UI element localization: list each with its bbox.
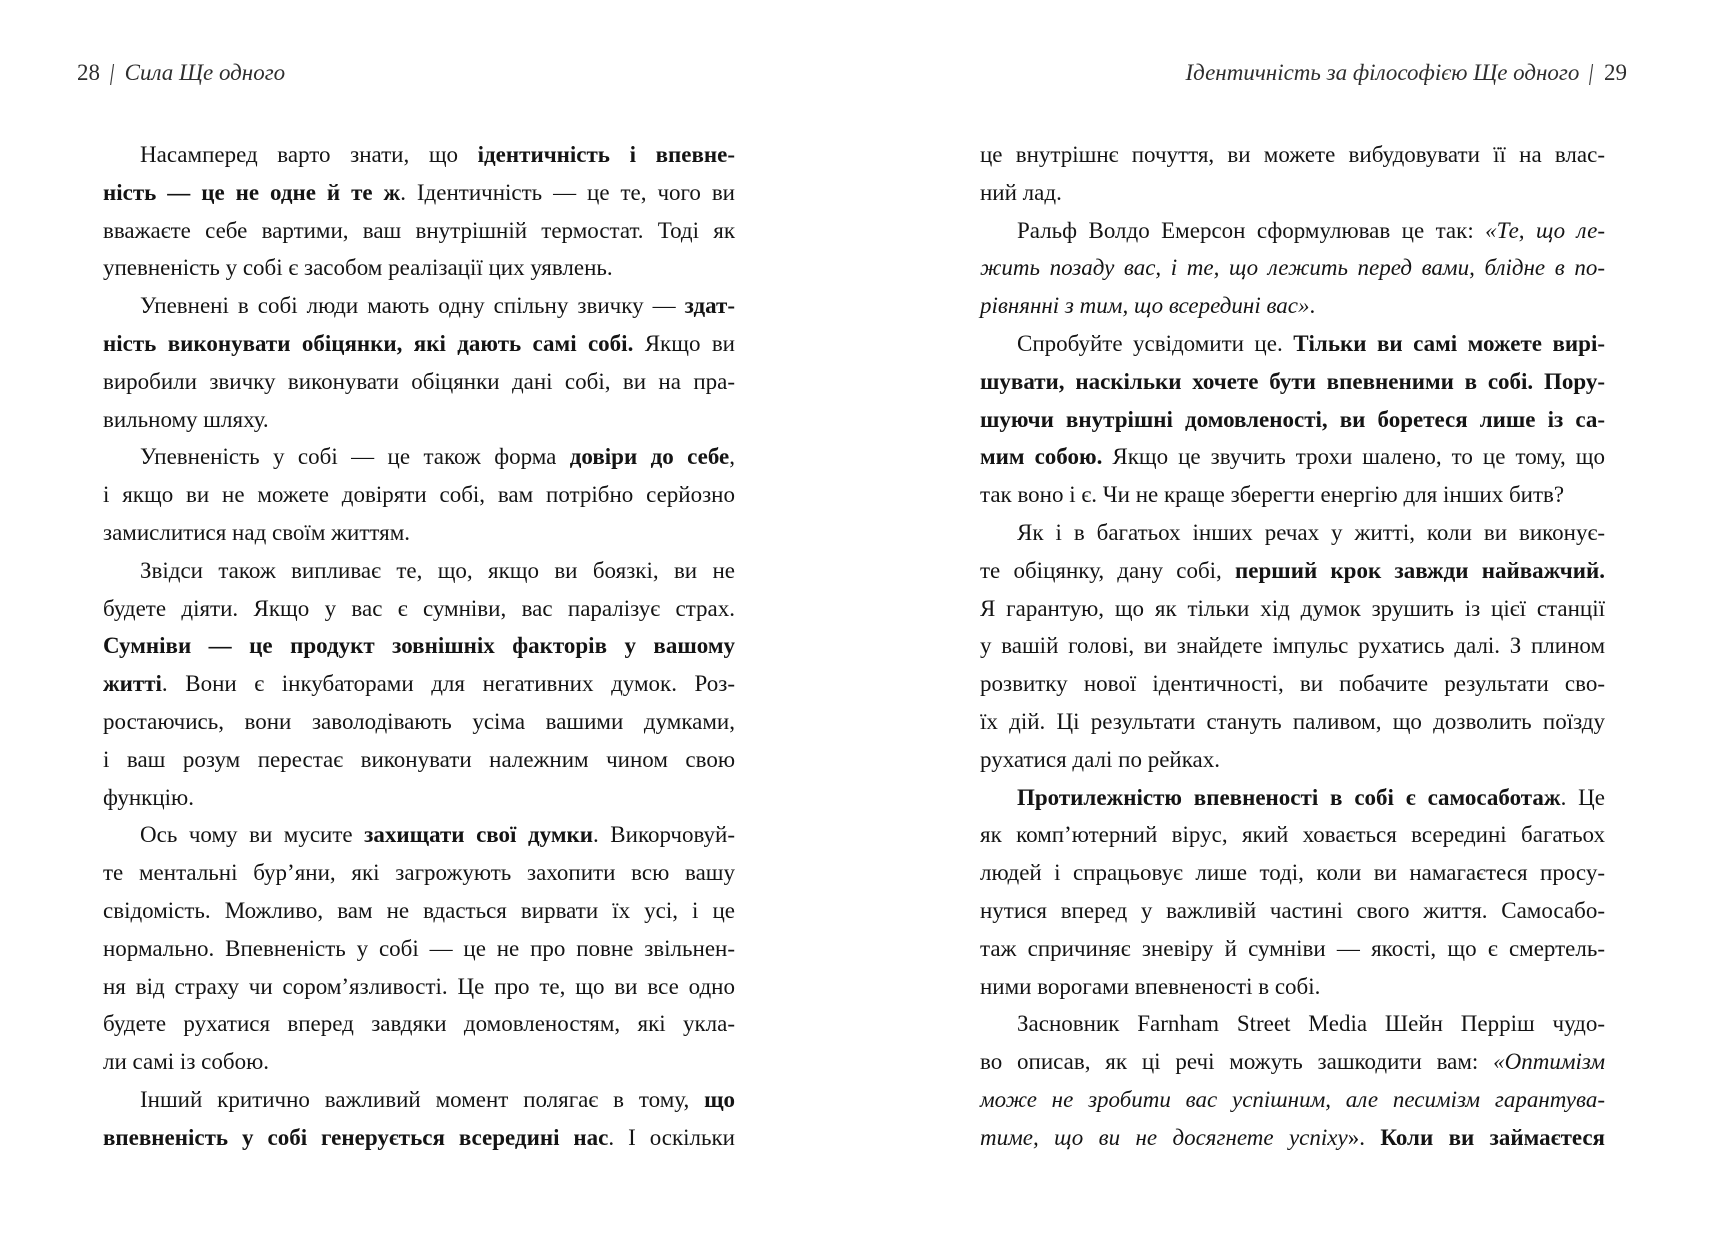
left-page-number: 28 bbox=[77, 60, 100, 85]
text-line: вильному шляху. bbox=[103, 406, 269, 432]
text-line: рухатися далі по рейках. bbox=[980, 746, 1220, 772]
text-line: впевненість у собі генерується всередині нас. І оскільки bbox=[103, 1124, 735, 1150]
text-line: ність — це не одне й те ж. Ідентичність — це те, чого ви bbox=[103, 179, 735, 205]
text-line: у вашій голові, ви знайдете імпульс рухатись далі. З плином bbox=[980, 633, 1605, 659]
paragraph bbox=[980, 212, 1605, 325]
text-line: шуючи внутрішні домовленості, ви боретеся лише із са- bbox=[980, 406, 1605, 432]
text-line: Ральф Волдо Емерсон сформулював це так: «Те, що ле- bbox=[1017, 217, 1605, 243]
text-line: Протилежністю впевненості в собі є самосаботаж. Це bbox=[1017, 784, 1605, 810]
paragraph bbox=[980, 779, 1605, 1006]
text-line: во описав, як ці речі можуть зашкодити вам: «Оптимізм bbox=[980, 1049, 1605, 1075]
right-page-number: 29 bbox=[1604, 60, 1627, 85]
text-line: Спробуйте усвідомити це. Тільки ви самі можете вирі- bbox=[1017, 330, 1605, 356]
right-page-header bbox=[1186, 58, 1627, 88]
text-line: будете діяти. Якщо у вас є сумніви, вас паралізує страх. bbox=[103, 595, 735, 621]
text-line: ня від страху чи сором’язливості. Це про те, що ви все одно bbox=[103, 973, 735, 999]
text-line: замислитися над своїм життям. bbox=[103, 519, 411, 545]
paragraph bbox=[980, 514, 1605, 779]
text-line: Насамперед варто знати, що ідентичність і впевне- bbox=[140, 142, 735, 167]
text-line: шувати, наскільки хочете бути впевненими в собі. Пору- bbox=[980, 368, 1605, 394]
right-page-body bbox=[980, 136, 1605, 1157]
text-line: ли самі із собою. bbox=[103, 1049, 269, 1075]
text-line: Упевненість у собі — це також форма довіри до себе, bbox=[140, 444, 735, 470]
paragraph bbox=[103, 552, 735, 817]
text-line: може не зробити вас успішним, але песимізм гарантува- bbox=[980, 1086, 1605, 1112]
text-line: рівнянні з тим, що всередині вас». bbox=[980, 293, 1316, 319]
text-line: мим собою. Якщо це звучить трохи шалено, то це тому, що bbox=[980, 444, 1605, 470]
text-line: і якщо ви не можете довіряти собі, вам потрібно серйозно bbox=[103, 482, 735, 508]
text-line: ний лад. bbox=[980, 179, 1062, 205]
text-line: людей і спрацьовує лише тоді, коли ви намагаєтеся просу- bbox=[980, 860, 1605, 886]
text-line: їх дій. Ці результати стануть паливом, що дозволить поїзду bbox=[980, 708, 1605, 734]
paragraph bbox=[980, 136, 1605, 212]
text-line: вважаєте себе вартими, ваш внутрішній термостат. Тоді як bbox=[103, 217, 735, 243]
paragraph bbox=[103, 136, 735, 287]
text-line: жить позаду вас, і те, що лежить перед вами, блідне в по- bbox=[980, 255, 1605, 281]
right-running-title: Ідентичність за філософією Ще одного bbox=[1185, 60, 1580, 85]
text-line: Ось чому ви мусите захищати свої думки. Викорчовуй- bbox=[140, 822, 735, 848]
text-line: таж спричиняє зневіру й сумніви — якості, що є смертель- bbox=[980, 935, 1605, 961]
text-line: Сумніви — це продукт зовнішніх факторів у вашому bbox=[103, 633, 735, 659]
text-line: Упевнені в собі люди мають одну спільну звичку — здат- bbox=[140, 293, 735, 319]
header-separator: | bbox=[1587, 60, 1596, 85]
text-line: функцію. bbox=[103, 784, 194, 810]
text-line: упевненість у собі є засобом реалізації цих уявлень. bbox=[103, 255, 613, 281]
text-line: Як і в багатьох інших речах у житті, коли ви виконує- bbox=[1017, 519, 1605, 545]
text-line: свідомість. Можливо, вам не вдасться вирвати їх усі, і це bbox=[103, 897, 735, 923]
text-line: те ментальні бур’яни, які загрожують захопити всю вашу bbox=[103, 860, 735, 886]
paragraph bbox=[103, 438, 735, 551]
text-line: як комп’ютерний вірус, який ховається всередині багатьох bbox=[980, 822, 1605, 848]
left-page-body bbox=[103, 136, 735, 1157]
paragraph bbox=[103, 816, 735, 1081]
text-line: Я гарантую, що як тільки хід думок зрушить із цієї станції bbox=[980, 595, 1605, 621]
text-line: Засновник Farnham Street Media Шейн Перріш чудо- bbox=[1017, 1011, 1605, 1037]
text-line: розвитку нової ідентичності, ви побачите результати сво- bbox=[980, 671, 1605, 697]
paragraph bbox=[103, 1081, 735, 1157]
text-line: тиме, що ви не досягнете успіху». Коли ви займаєтеся bbox=[980, 1124, 1606, 1150]
text-line: ними ворогами впевненості в собі. bbox=[980, 973, 1321, 999]
left-page-header bbox=[77, 58, 285, 88]
paragraph bbox=[980, 325, 1605, 514]
text-line: ність виконувати обіцянки, які дають самі собі. Якщо ви bbox=[103, 330, 735, 356]
text-line: так воно і є. Чи не краще зберегти енергію для інших битв? bbox=[980, 482, 1565, 508]
left-running-title: Сила Ще одного bbox=[124, 60, 286, 85]
text-line: і ваш розум перестає виконувати належним чином свою bbox=[103, 746, 735, 772]
text-line: те обіцянку, дану собі, перший крок завжди найважчий. bbox=[980, 557, 1605, 583]
text-line: будете рухатися вперед завдяки домовленостям, які укла- bbox=[103, 1011, 735, 1037]
text-line: нормально. Впевненість у собі — це не про повне звільнен- bbox=[103, 935, 735, 961]
text-line: нутися вперед у важливій частині свого життя. Самосабо- bbox=[980, 897, 1605, 923]
paragraph bbox=[980, 1005, 1605, 1156]
header-separator: | bbox=[108, 60, 117, 85]
text-line: виробили звичку виконувати обіцянки дані собі, ви на пра- bbox=[103, 368, 735, 394]
text-line: це внутрішнє почуття, ви можете вибудовувати її на влас- bbox=[980, 142, 1605, 167]
text-line: ростаючись, вони заволодівають усіма вашими думками, bbox=[103, 708, 735, 734]
text-line: Звідси також випливає те, що, якщо ви боязкі, ви не bbox=[140, 557, 735, 583]
text-line: Інший критично важливий момент полягає в тому, що bbox=[140, 1086, 735, 1112]
text-line: житті. Вони є інкубаторами для негативних думок. Роз- bbox=[103, 671, 735, 697]
paragraph bbox=[103, 287, 735, 438]
